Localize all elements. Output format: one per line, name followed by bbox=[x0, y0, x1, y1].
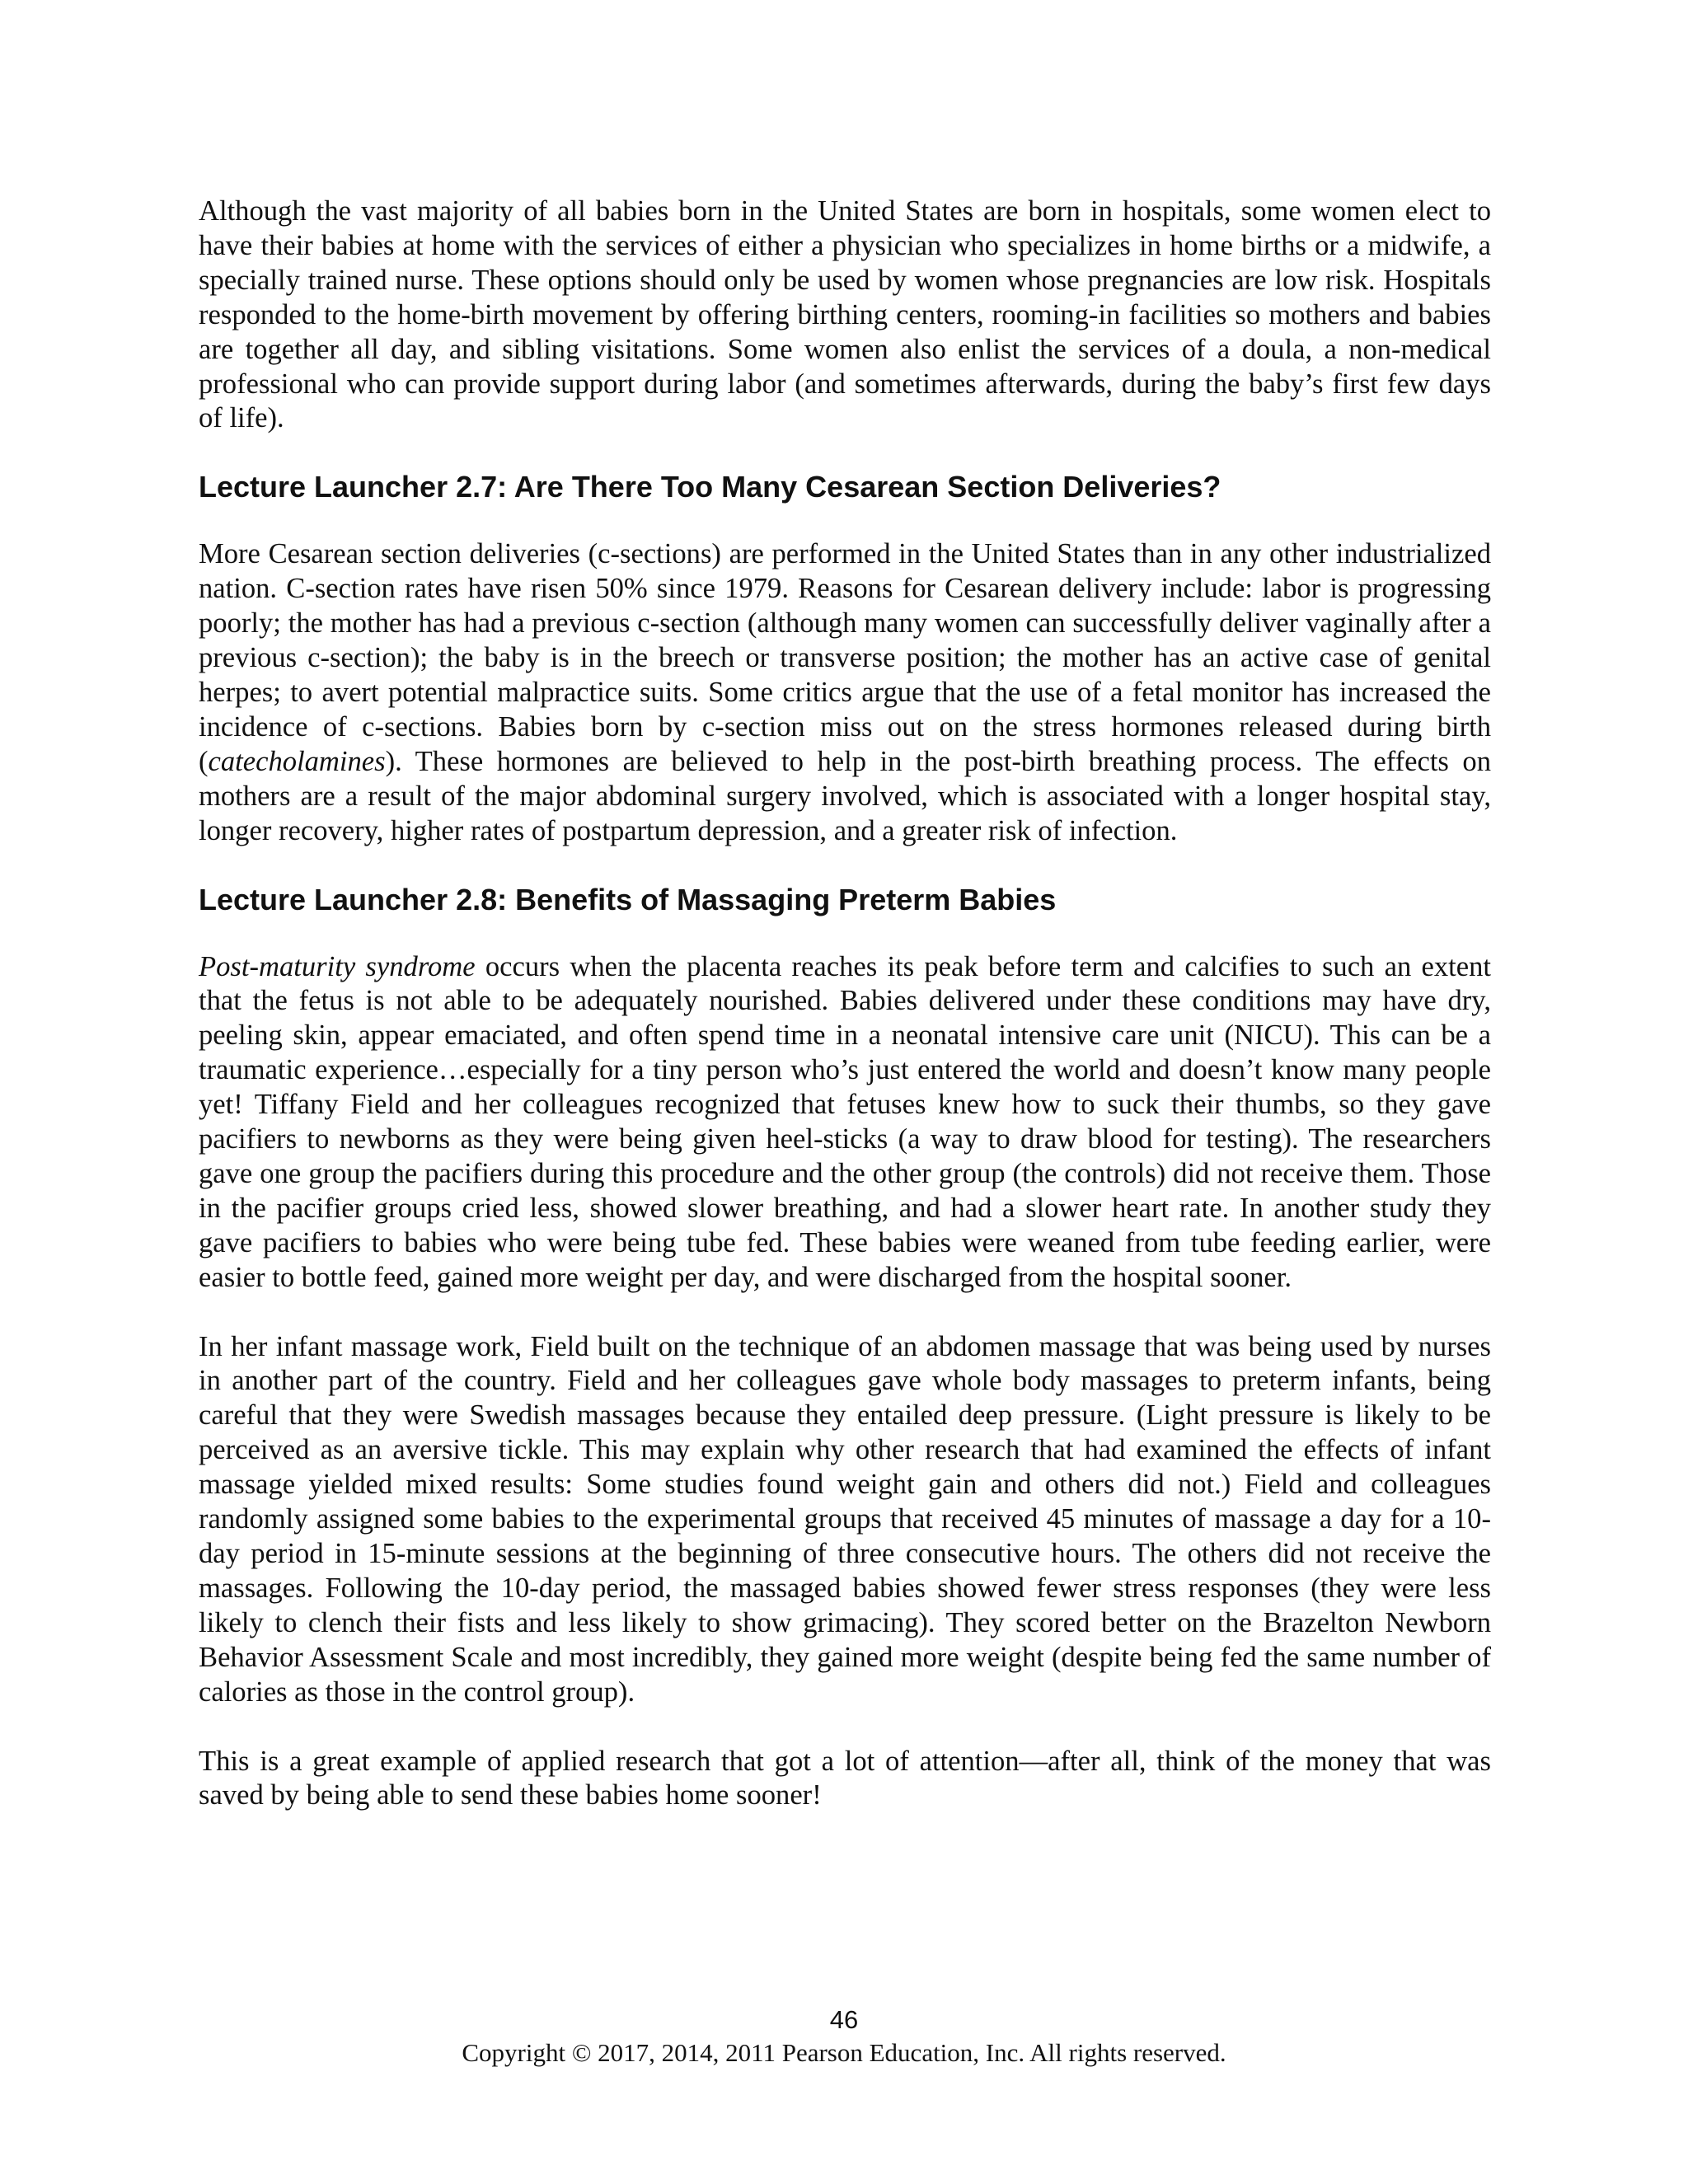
applied-research-paragraph: This is a great example of applied research that got a lot of attention—after all, think of the money that was saved by being able to send these babies home sooner! bbox=[199, 1745, 1491, 1811]
catecholamines-term: catecholamines bbox=[208, 745, 386, 777]
post-maturity-paragraph bbox=[199, 950, 1491, 1296]
copyright-notice: Copyright © 2017, 2014, 2011 Pearson Education, Inc. All rights reserved. bbox=[462, 2038, 1226, 2067]
post-maturity-syndrome-term: Post-maturity syndrome bbox=[199, 950, 476, 982]
section-heading-2-8: Lecture Launcher 2.8: Benefits of Massaging Preterm Babies bbox=[199, 882, 1057, 916]
infant-massage-paragraph: In her infant massage work, Field built on the technique of an abdomen massage that was being used by nurses in another part of the country. Field and her colleagues gave whole body massages to preterm infants, being careful that they were Swedish massages because they entailed deep pressure. (Light pressure is likely to be perceived as an aversive tickle. This may explain why other research that had examined the effects of infant massage yielded mixed results: Some studies found weight gain and others did not.) Field and colleagues randomly assigned some babies to the experimental groups that received 45 minutes of massage a day for a 10-day period in 15-minute sessions at the beginning of three consecutive hours. The others did not receive the massages. Following the 10-day period, the massaged babies showed fewer stress responses (they were less likely to clench their fists and less likely to show grimacing). They scored better on the Brazelton Newborn Behavior Assessment Scale and most incredibly, they gained more weight (despite being fed the same number of calories as those in the control group). bbox=[199, 1330, 1491, 1708]
cesarean-paragraph-text-start: More Cesarean section deliveries (c-sections) are performed in the United States than in any other industrialized nation. C-section rates have risen 50% since 1979. Reasons for Cesarean delivery include: labor is progressing poorly; the mother has had a previous c-section (although many women can successfully deliver vaginally after a previous c-section); the baby is in the breech or transverse position; the mother has an active case of genital herpes; to avert potential malpractice suits. Some critics argue that the use of a fetal monitor has increased the incidence of c-sections. Babies born by c-section miss out on the stress hormones released during birth ( bbox=[199, 538, 1491, 777]
post-maturity-paragraph-text: occurs when the placenta reaches its peak before term and calcifies to such an extent that the fetus is not able to be adequately nourished. Babies delivered under these conditions may have dry, peeling skin, appear emaciated, and often spend time in a neonatal intensive care unit (NICU). This can be a traumatic experience…especially for a tiny person who’s just entered the world and doesn’t know many people yet! Tiffany Field and her colleagues recognized that fetuses knew how to suck their thumbs, so they gave pacifiers to newborns as they were being given heel-sticks (a way to draw blood for testing). The researchers gave one group the pacifiers during this procedure and the other group (the controls) did not receive them. Those in the pacifier groups cried less, showed slower breathing, and had a slower heart rate. In another study they gave pacifiers to babies who were being tube fed. These babies were weaned from tube feeding earlier, were easier to bottle feed, gained more weight per day, and were discharged from the hospital sooner. bbox=[199, 950, 1491, 1293]
cesarean-paragraph-text-end: ). These hormones are believed to help in the post-birth breathing process. The effects on mothers are a result of the major abdominal surgery involved, which is associated with a longer hospital stay, longer recovery, higher rates of postpartum depression, and a greater risk of infection. bbox=[199, 745, 1491, 846]
intro-paragraph: Although the vast majority of all babies born in the United States are born in hospitals, some women elect to have their babies at home with the services of either a physician who specializes in home births or a midwife, a specially trained nurse. These options should only be used by women whose pregnancies are low risk. Hospitals responded to the home-birth movement by offering birthing centers, rooming-in facilities so mothers and babies are together all day, and sibling visitations. Some women also enlist the services of a doula, a non-medical professional who can provide support during labor (and sometimes afterwards, during the baby’s first few days of life). bbox=[199, 195, 1491, 434]
section-heading-2-7: Lecture Launcher 2.7: Are There Too Many Cesarean Section Deliveries? bbox=[199, 470, 1221, 504]
cesarean-paragraph bbox=[199, 537, 1491, 848]
document-body bbox=[199, 194, 1491, 1813]
page-number: 46 bbox=[829, 2005, 859, 2034]
